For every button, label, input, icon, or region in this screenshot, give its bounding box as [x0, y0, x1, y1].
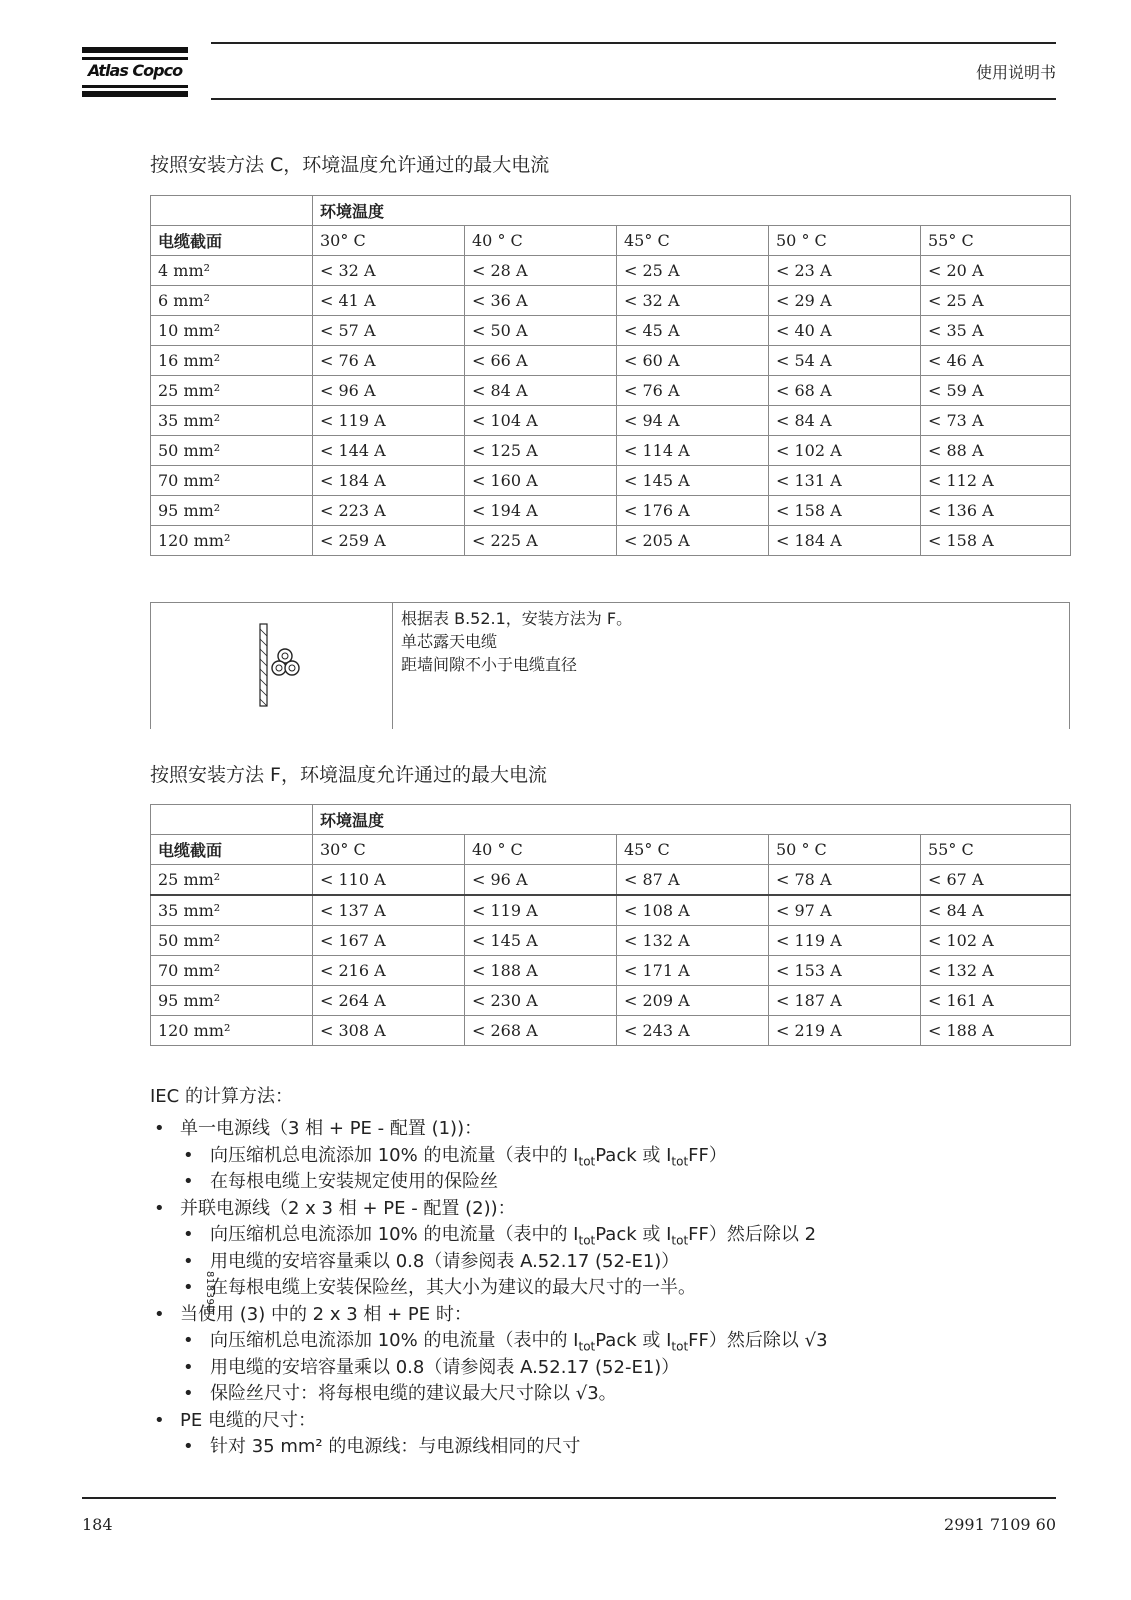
table-row: [151, 376, 1071, 406]
list-item: [150, 1196, 828, 1223]
subscript-text: tot: [671, 1233, 689, 1248]
list-item: [150, 1143, 828, 1170]
current-value-cell: < 119 A: [465, 895, 617, 926]
current-value-cell: < 145 A: [617, 466, 769, 496]
cable-section-cell: 6 mm²: [151, 286, 313, 316]
current-value-cell: < 102 A: [921, 926, 1071, 956]
current-value-cell: < 160 A: [465, 466, 617, 496]
current-value-cell: < 137 A: [313, 895, 465, 926]
current-value-cell: < 76 A: [617, 376, 769, 406]
list-item-text: 向压缩机总电流添加 10% 的电流量（表中的 I: [210, 1330, 579, 1351]
list-item: [150, 1355, 828, 1382]
list-item: [150, 1381, 828, 1408]
subscript-text: tot: [578, 1233, 596, 1248]
current-value-cell: < 41 A: [313, 286, 465, 316]
current-value-cell: < 78 A: [769, 865, 921, 896]
table-column-header: 55° C: [921, 835, 1071, 865]
current-value-cell: < 176 A: [617, 496, 769, 526]
current-value-cell: < 125 A: [465, 436, 617, 466]
list-item: [150, 1408, 828, 1435]
current-value-cell: < 29 A: [769, 286, 921, 316]
current-value-cell: < 84 A: [465, 376, 617, 406]
table-row: [151, 346, 1071, 376]
atlas-copco-logo: [82, 47, 188, 99]
list-item-text: 当使用 (3) 中的 2 x 3 相 + PE 时：: [180, 1303, 472, 1325]
logo-text: Atlas Copco: [87, 61, 183, 80]
current-value-cell: < 144 A: [313, 436, 465, 466]
cable-section-cell: 70 mm²: [151, 466, 313, 496]
table-column-header: 40 ° C: [465, 835, 617, 865]
cable-section-cell: 16 mm²: [151, 346, 313, 376]
current-value-cell: < 68 A: [769, 376, 921, 406]
current-value-cell: < 188 A: [921, 1016, 1071, 1046]
current-value-cell: < 60 A: [617, 346, 769, 376]
list-item-text: FF）: [688, 1144, 727, 1166]
current-value-cell: < 268 A: [465, 1016, 617, 1046]
current-value-cell: < 216 A: [313, 956, 465, 986]
list-item: [150, 1116, 828, 1143]
subscript-text: tot: [578, 1154, 596, 1169]
list-item-text: 在每根电缆上安装规定使用的保险丝: [210, 1171, 498, 1192]
current-value-cell: < 96 A: [465, 865, 617, 896]
current-value-cell: < 188 A: [465, 956, 617, 986]
table-column-header: 50 ° C: [769, 835, 921, 865]
current-value-cell: < 76 A: [313, 346, 465, 376]
cable-section-cell: 35 mm²: [151, 895, 313, 926]
list-item: [150, 1169, 828, 1196]
subscript-text: tot: [671, 1154, 689, 1169]
current-value-cell: < 54 A: [769, 346, 921, 376]
list-item: [150, 1434, 828, 1461]
cable-section-cell: 25 mm²: [151, 865, 313, 896]
cable-section-cell: 50 mm²: [151, 436, 313, 466]
list-item-text: 针对 35 mm² 的电源线：与电源线相同的尺寸: [210, 1436, 581, 1457]
current-value-cell: < 97 A: [769, 895, 921, 926]
current-value-cell: < 94 A: [617, 406, 769, 436]
current-value-cell: < 145 A: [465, 926, 617, 956]
list-item-text: PE 电缆的尺寸：: [180, 1409, 316, 1431]
current-value-cell: < 308 A: [313, 1016, 465, 1046]
list-item: [150, 1275, 828, 1302]
cable-section-cell: 120 mm²: [151, 526, 313, 556]
table-method-c: [150, 195, 1071, 556]
cable-section-cell: 95 mm²: [151, 986, 313, 1016]
current-value-cell: < 112 A: [921, 466, 1071, 496]
cable-section-cell: 35 mm²: [151, 406, 313, 436]
current-value-cell: < 158 A: [769, 496, 921, 526]
list-item-text: 向压缩机总电流添加 10% 的电流量（表中的 I: [210, 1144, 579, 1166]
current-value-cell: < 32 A: [313, 256, 465, 286]
table-row: [151, 895, 1071, 926]
list-item-text: FF）然后除以 2: [688, 1224, 817, 1245]
table-row: [151, 256, 1071, 286]
current-value-cell: < 104 A: [465, 406, 617, 436]
current-value-cell: < 205 A: [617, 526, 769, 556]
current-value-cell: < 194 A: [465, 496, 617, 526]
cable-section-cell: 120 mm²: [151, 1016, 313, 1046]
table-row: [151, 1016, 1071, 1046]
table-column-header: 55° C: [921, 226, 1071, 256]
current-value-cell: < 223 A: [313, 496, 465, 526]
current-value-cell: < 225 A: [465, 526, 617, 556]
current-value-cell: < 73 A: [921, 406, 1071, 436]
figure-caption-line: 根据表 B.52.1，安装方法为 F。: [401, 609, 633, 628]
table-row: [151, 406, 1071, 436]
figure-caption: [401, 607, 632, 676]
current-value-cell: < 158 A: [921, 526, 1071, 556]
section-f-heading: 按照安装方法 F，环境温度允许通过的最大电流: [150, 764, 547, 786]
current-value-cell: < 264 A: [313, 986, 465, 1016]
current-value-cell: < 66 A: [465, 346, 617, 376]
table-cell-empty: [151, 196, 313, 226]
current-value-cell: < 132 A: [617, 926, 769, 956]
table-group-header-row: [151, 805, 1071, 835]
table-column-header: 40 ° C: [465, 226, 617, 256]
cable-section-cell: 25 mm²: [151, 376, 313, 406]
subscript-text: tot: [578, 1339, 596, 1354]
list-item-text: Pack 或 I: [595, 1330, 672, 1351]
header-rule-bottom: [211, 98, 1056, 100]
figure-caption-line: 距墙间隙不小于电缆直径: [401, 655, 578, 674]
current-value-cell: < 110 A: [313, 865, 465, 896]
subscript-text: tot: [671, 1339, 689, 1354]
current-value-cell: < 219 A: [769, 1016, 921, 1046]
current-value-cell: < 87 A: [617, 865, 769, 896]
list-item-text: FF）然后除以 √3: [688, 1330, 828, 1351]
current-value-cell: < 209 A: [617, 986, 769, 1016]
current-value-cell: < 84 A: [769, 406, 921, 436]
current-value-cell: < 50 A: [465, 316, 617, 346]
list-item-text: Pack 或 I: [595, 1224, 672, 1245]
current-value-cell: < 45 A: [617, 316, 769, 346]
current-value-cell: < 184 A: [769, 526, 921, 556]
current-value-cell: < 259 A: [313, 526, 465, 556]
table-row: [151, 986, 1071, 1016]
current-value-cell: < 28 A: [465, 256, 617, 286]
table-row: [151, 286, 1071, 316]
list-item-text: Pack 或 I: [595, 1144, 672, 1166]
current-value-cell: < 67 A: [921, 865, 1071, 896]
table-cell-empty: [151, 805, 313, 835]
current-value-cell: < 131 A: [769, 466, 921, 496]
figure-caption-line: 单芯露天电缆: [401, 632, 498, 651]
cable-section-cell: 10 mm²: [151, 316, 313, 346]
current-value-cell: < 40 A: [769, 316, 921, 346]
cable-installation-diagram: [253, 621, 313, 711]
current-value-cell: < 153 A: [769, 956, 921, 986]
iec-bullet-list: [150, 1116, 828, 1461]
figure-code: 81839D: [204, 1271, 215, 1314]
cable-section-cell: 95 mm²: [151, 496, 313, 526]
table-column-header: 30° C: [313, 226, 465, 256]
current-value-cell: < 136 A: [921, 496, 1071, 526]
table-column-header: 45° C: [617, 835, 769, 865]
cable-section-cell: 70 mm²: [151, 956, 313, 986]
table-row: [151, 956, 1071, 986]
current-value-cell: < 119 A: [769, 926, 921, 956]
current-value-cell: < 96 A: [313, 376, 465, 406]
current-value-cell: < 167 A: [313, 926, 465, 956]
table-row: [151, 926, 1071, 956]
iec-title: IEC 的计算方法：: [150, 1086, 293, 1107]
current-value-cell: < 59 A: [921, 376, 1071, 406]
table-method-f: [150, 804, 1071, 1046]
current-value-cell: < 84 A: [921, 895, 1071, 926]
current-value-cell: < 102 A: [769, 436, 921, 466]
list-item-text: 保险丝尺寸：将每根电缆的建议最大尺寸除以 √3。: [210, 1383, 617, 1404]
list-item: [150, 1302, 828, 1329]
current-value-cell: < 161 A: [921, 986, 1071, 1016]
table-group-header: 环境温度: [313, 805, 1071, 835]
table-column-header: 30° C: [313, 835, 465, 865]
current-value-cell: < 32 A: [617, 286, 769, 316]
table-row: [151, 526, 1071, 556]
list-item-text: 用电缆的安培容量乘以 0.8（请参阅表 A.52.17 (52-E1)）: [210, 1356, 680, 1378]
list-item: [150, 1249, 828, 1276]
table-header-row: [151, 835, 1071, 865]
current-value-cell: < 132 A: [921, 956, 1071, 986]
current-value-cell: < 187 A: [769, 986, 921, 1016]
current-value-cell: < 114 A: [617, 436, 769, 466]
table-column-header: 50 ° C: [769, 226, 921, 256]
current-value-cell: < 119 A: [313, 406, 465, 436]
table-row: [151, 466, 1071, 496]
table-group-header: 环境温度: [313, 196, 1071, 226]
current-value-cell: < 171 A: [617, 956, 769, 986]
current-value-cell: < 108 A: [617, 895, 769, 926]
cable-section-cell: 4 mm²: [151, 256, 313, 286]
header-rule-top: [211, 42, 1056, 44]
section-c-heading: 按照安装方法 C，环境温度允许通过的最大电流: [150, 154, 550, 176]
list-item-text: 在每根电缆上安装保险丝，其大小为建议的最大尺寸的一半。: [210, 1277, 696, 1298]
current-value-cell: < 36 A: [465, 286, 617, 316]
current-value-cell: < 184 A: [313, 466, 465, 496]
page-number: 184: [82, 1515, 113, 1534]
cable-section-cell: 50 mm²: [151, 926, 313, 956]
current-value-cell: < 243 A: [617, 1016, 769, 1046]
doc-number: 2991 7109 60: [944, 1515, 1056, 1534]
table-group-header-row: [151, 196, 1071, 226]
list-item: [150, 1222, 828, 1249]
table-row-header: 电缆截面: [151, 835, 313, 865]
doc-title: 使用说明书: [975, 63, 1056, 82]
current-value-cell: < 230 A: [465, 986, 617, 1016]
current-value-cell: < 88 A: [921, 436, 1071, 466]
table-row-header: 电缆截面: [151, 226, 313, 256]
table-row: [151, 316, 1071, 346]
list-item-text: 用电缆的安培容量乘以 0.8（请参阅表 A.52.17 (52-E1)）: [210, 1250, 680, 1272]
table-column-header: 45° C: [617, 226, 769, 256]
list-item: [150, 1328, 828, 1355]
current-value-cell: < 46 A: [921, 346, 1071, 376]
footer-rule: [82, 1497, 1056, 1499]
current-value-cell: < 35 A: [921, 316, 1071, 346]
current-value-cell: < 20 A: [921, 256, 1071, 286]
current-value-cell: < 25 A: [617, 256, 769, 286]
table-header-row: [151, 226, 1071, 256]
current-value-cell: < 57 A: [313, 316, 465, 346]
table-row: [151, 865, 1071, 896]
list-item-text: 单一电源线（3 相 + PE - 配置 (1))：: [180, 1118, 483, 1139]
current-value-cell: < 25 A: [921, 286, 1071, 316]
table-row: [151, 436, 1071, 466]
current-value-cell: < 23 A: [769, 256, 921, 286]
list-item-text: 并联电源线（2 x 3 相 + PE - 配置 (2))：: [180, 1197, 516, 1219]
table-row: [151, 496, 1071, 526]
list-item-text: 向压缩机总电流添加 10% 的电流量（表中的 I: [210, 1224, 579, 1245]
